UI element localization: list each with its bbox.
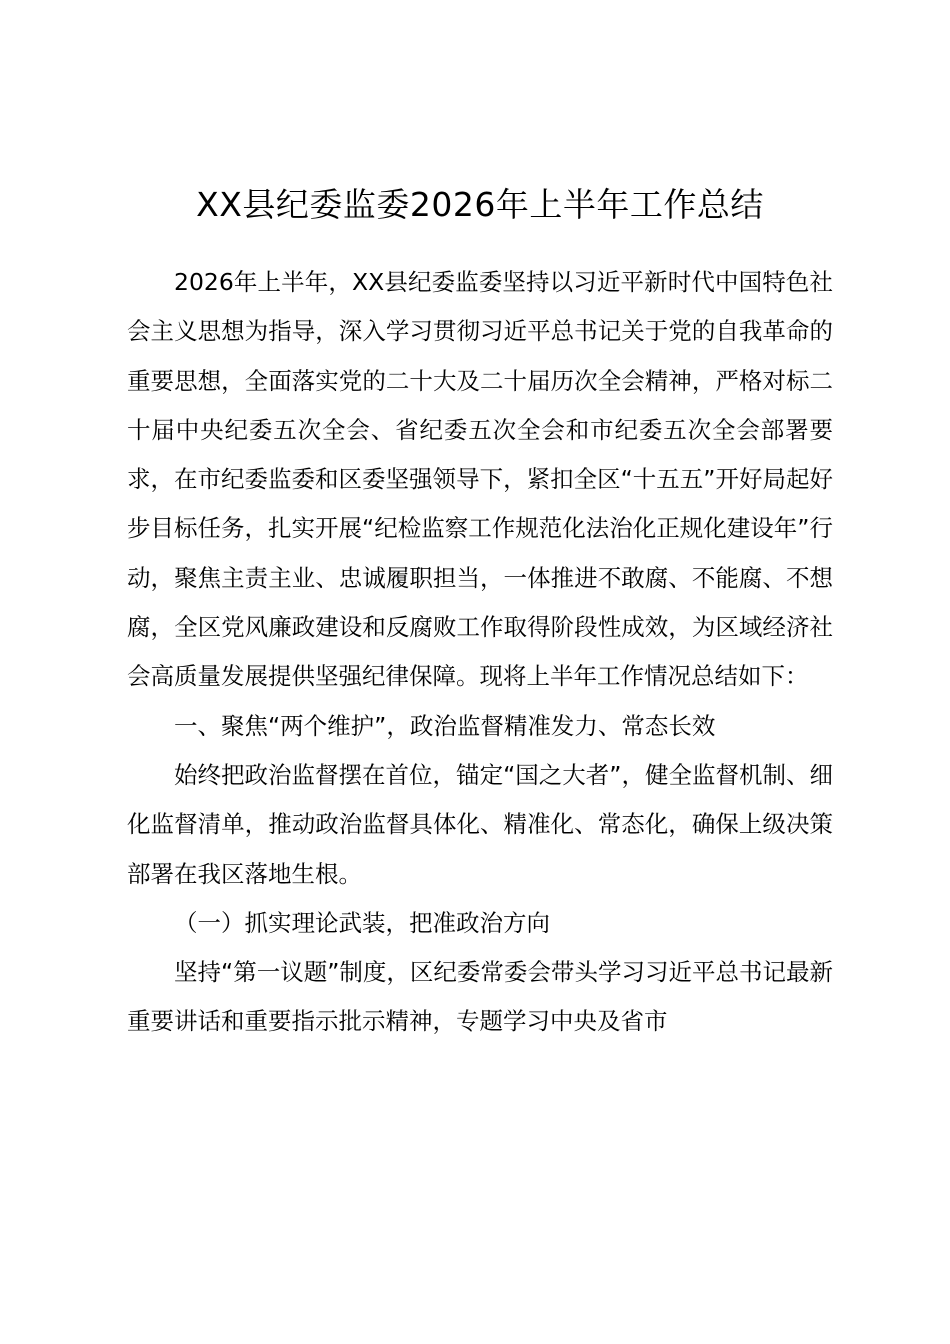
intro-paragraph: 2026年上半年，XX县纪委监委坚持以习近平新时代中国特色社会主义思想为指导，深入学习贯彻习近平总书记关于党的自我革命的重要思想，全面落实党的二十大及二十届历次全会精神，严格对标二十届中央纪委五次全会、省纪委五次全会和市纪委五次全会部署要求，在市纪委监委和区委坚强领导下，紧扣全区“十五五”开好局起好步目标任务，扎实开展“纪检监察工作规范化法治化正规化建设年”行动，聚焦主责主业、忠诚履职担当，一体推进不敢腐、不能腐、不想腐，全区党风廉政建设和反腐败工作取得阶段性成效，为区域经济社会高质量发展提供坚强纪律保障。现将上半年工作情况总结如下： xyxy=(127,268,833,691)
document-body xyxy=(127,258,833,1047)
section-heading-1: 一、聚焦“两个维护”，政治监督精准发力、常态长效 xyxy=(174,711,716,740)
subsection-1-paragraph: 坚持“第一议题”制度，区纪委常委会带头学习习近平总书记最新重要讲话和重要指示批示精神，专题学习中央及省市 xyxy=(127,958,833,1036)
document-title: XX县纪委监委2026年上半年工作总结 xyxy=(196,185,764,224)
subsection-heading-1: （一）抓实理论武装，把准政治方向 xyxy=(174,908,550,937)
section-1-paragraph: 始终把政治监督摆在首位，锚定“国之大者”，健全监督机制、细化监督清单，推动政治监督具体化、精准化、常态化，确保上级决策部署在我区落地生根。 xyxy=(127,760,833,888)
